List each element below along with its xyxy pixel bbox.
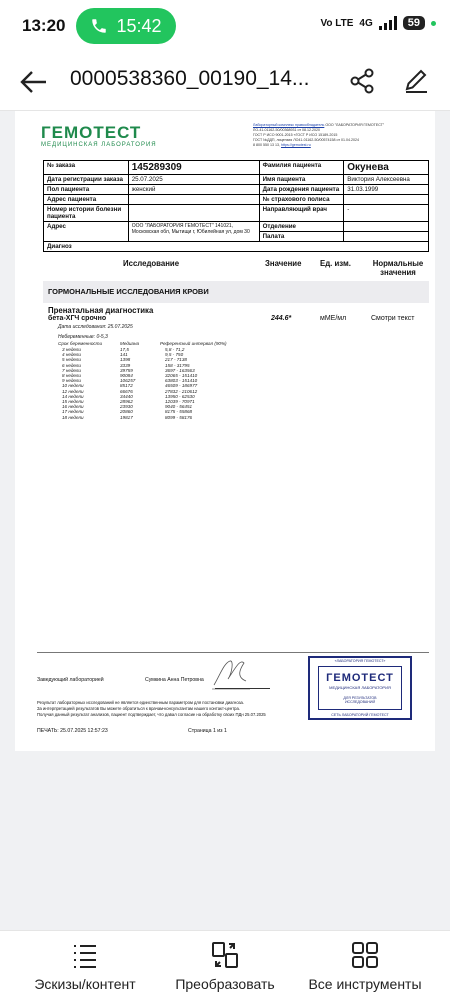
lab-license-2: ГОСТ №ДДП, лицензия ЛО41-01162-50/00574158 от 01.04.2024: [253, 138, 360, 142]
weeks-header-ref: Референсный интервал (90%): [160, 341, 227, 346]
week-term: 9 недели: [62, 378, 81, 384]
week-term: 12 недели: [62, 388, 84, 394]
week-term: 7 недели: [62, 367, 81, 373]
all-tools-button[interactable]: [290, 931, 440, 1001]
week-median: 17,5: [120, 347, 129, 352]
week-median: 1398: [120, 357, 131, 363]
patient-surname: Окунева: [344, 161, 429, 175]
week-range: 158 - 31795: [165, 362, 190, 368]
week-range: 13950 - 62530: [165, 393, 195, 399]
battery-level: 59: [403, 16, 425, 30]
patient-address-label: Адрес пациента: [44, 195, 129, 205]
lab-logo: [41, 123, 157, 148]
thumbnails-label: Эскизы/контент: [34, 976, 136, 992]
week-term: 17 недели: [62, 409, 84, 415]
col-normal: Нормальные значения: [372, 259, 424, 277]
policy-label: № страхового полиса: [259, 195, 344, 205]
study-date: Дата исследования: 25.07.2025: [58, 324, 133, 330]
week-range: 8175 - 55868: [165, 409, 193, 415]
weeks-header-term: Срок беременности: [58, 341, 103, 346]
week-median: 3339: [120, 362, 131, 368]
call-duration: 15:42: [116, 15, 162, 36]
dob-value: 31.03.1999: [344, 185, 429, 195]
stamp-name: ГЕМОТЕСТ: [326, 672, 394, 684]
week-range: 32065 - 151410: [165, 373, 198, 378]
dob-label: Дата рождения пациента: [259, 185, 344, 195]
lab-phone: 8 800 550 13 13,: [253, 143, 280, 147]
lab-address: ООО "ЛАБОРАТОРИЯ ГЕМОТЕСТ" 141021, Московская обл, Мытищи г, Юбилейная ул, дом 30: [128, 222, 259, 242]
convert-button[interactable]: [150, 931, 300, 1001]
disclaimer-2: За интерпретацией результатов Вы можете обратиться к врачам-консультантам нашего контакт-центра.: [37, 706, 240, 711]
result-normal: Смотри текст: [371, 315, 415, 322]
week-median: 66676: [120, 388, 133, 394]
patient-name: Виктория Алексеевна: [344, 175, 429, 185]
week-range: 46509 - 186977: [165, 383, 198, 389]
week-range: 9,5 - 750: [165, 352, 184, 358]
nonpregnant-range: Небеременные: 0-5,3: [58, 334, 108, 340]
week-range: 5,8 - 71,2: [165, 347, 185, 352]
convert-label: Преобразовать: [175, 976, 275, 992]
patient-name-label: Имя пациента: [259, 175, 344, 185]
pdf-page[interactable]: [15, 111, 435, 751]
lab-info: [253, 123, 428, 148]
stamp-bottom-text: СЕТЬ ЛАБОРАТОРИЙ ГЕМОТЕСТ: [331, 713, 389, 717]
document-title: 0000538360_00190_14...: [70, 67, 310, 90]
reg-date: 25.07.2025: [128, 175, 259, 185]
week-term: 3 недели: [62, 347, 81, 352]
weeks-header-median: Медиана: [120, 341, 140, 346]
volte-indicator: Vo LTE: [320, 17, 354, 29]
doctor-label: Направляющий врач: [259, 205, 344, 222]
week-range: 217 - 7138: [165, 357, 187, 363]
ongoing-call-pill[interactable]: [76, 8, 176, 44]
week-median: 23930: [120, 404, 133, 410]
week-range: 63803 - 151410: [165, 378, 198, 384]
share-icon[interactable]: [348, 67, 376, 95]
lab-site-link[interactable]: https://gemotest.ru: [280, 143, 311, 147]
status-bar: [0, 0, 450, 52]
result-value: 244.6*: [271, 315, 292, 322]
app-bar: [0, 52, 450, 111]
week-median: 28962: [120, 399, 133, 404]
week-median: 85172: [120, 383, 133, 389]
head-label: Заведующий лабораторией: [37, 677, 104, 683]
history-label: Номер истории болезни пациента: [44, 205, 129, 222]
stamp-results: [310, 696, 410, 704]
lab-license: ЛО-41-01162-50/00368931 от 08.12.2020: [253, 128, 321, 132]
week-range: 8099 - 58176: [165, 414, 193, 420]
stamp-subtitle: МЕДИЦИНСКАЯ ЛАБОРАТОРИЯ: [329, 685, 391, 690]
week-term: 15 недели: [62, 399, 84, 404]
week-term: 18 недели: [62, 414, 84, 420]
ward-label: Палата: [259, 232, 344, 242]
col-unit: Ед. изм.: [320, 259, 351, 268]
lab-gost: ГОСТ Р ИСО 9001-2015 «ГОСТ Р ИСО 15189-2015: [253, 133, 338, 137]
disclaimer-1: Результат лабораторных исследований не является единственным параметром для постановки диагноза.: [37, 700, 245, 705]
week-range: 27832 - 210612: [165, 388, 198, 394]
convert-icon: [211, 941, 239, 969]
order-number: 145289309: [128, 161, 259, 175]
grid-icon: [351, 941, 379, 969]
system-icons: [320, 16, 436, 30]
sex-label: Пол пациента: [44, 185, 129, 195]
week-median: 141: [120, 352, 128, 358]
edit-pencil-icon[interactable]: [402, 66, 430, 94]
lab-link[interactable]: Лабораторный комплекс правообладатель: [253, 123, 325, 127]
network-type: 4G: [359, 17, 373, 29]
stamp-top-text: «ЛАБОРАТОРИЯ ГЕМОТЕСТ»: [334, 659, 386, 663]
lab-stamp: [308, 656, 412, 720]
week-term: 16 недели: [62, 404, 84, 410]
signal-icon: [379, 16, 397, 30]
week-term: 10 недели: [62, 383, 84, 389]
list-icon: [71, 941, 99, 969]
department-label: Отделение: [259, 222, 344, 232]
policy-value: [344, 195, 429, 205]
week-term: 4 недели: [62, 352, 81, 358]
signature-line: [215, 688, 270, 689]
week-range: 12039 - 70971: [165, 399, 195, 404]
week-median: 90084: [120, 373, 133, 378]
doctor-value: -: [344, 205, 429, 222]
col-study: Исследование: [123, 259, 180, 268]
page-number: Страница 1 из 1: [188, 728, 227, 734]
week-median: 20860: [120, 409, 133, 415]
week-range: 3697 - 163563: [165, 367, 195, 373]
week-term: 6 недели: [62, 362, 81, 368]
patient-surname-label: Фамилия пациента: [259, 161, 344, 175]
week-median: 34440: [120, 393, 133, 399]
logo-name: ГЕМОТЕСТ: [41, 123, 142, 142]
thumbnails-button[interactable]: [10, 931, 160, 1001]
week-term: 14 недели: [62, 393, 84, 399]
lab-owner: ООО "ЛАБОРАТОРИЯ ГЕМОТЕСТ": [325, 123, 385, 127]
week-term: 8 недели: [62, 373, 81, 378]
disclaimer-3: Получая данный результат анализов, пациент подтверждает, что давал согласие на обработку своих ПДн 25.07.2025: [37, 712, 266, 717]
col-value: Значение: [265, 259, 302, 268]
stamp-results-1: ДЛЯ РЕЗУЛЬТАТОВ: [343, 696, 377, 700]
order-label: № заказа: [44, 161, 129, 175]
week-median: 106257: [120, 378, 136, 384]
bottom-toolbar: [0, 930, 450, 1001]
week-range: 9040 - 56451: [165, 404, 193, 410]
stamp-results-2: ИССЛЕДОВАНИЙ: [344, 700, 376, 704]
ward-value: [344, 232, 429, 242]
privacy-dot: [431, 21, 436, 26]
lab-address-label: Адрес: [44, 222, 129, 242]
patient-info-table: [43, 160, 429, 252]
week-median: 39759: [120, 367, 133, 373]
history-value: [128, 205, 259, 222]
department-value: [344, 222, 429, 232]
logo-subtitle: МЕДИЦИНСКАЯ ЛАБОРАТОРИЯ: [41, 142, 157, 148]
back-arrow-icon[interactable]: [18, 66, 50, 98]
status-time: 13:20: [22, 16, 66, 35]
subsection-title: Пренатальная диагностика: [48, 306, 154, 315]
diagnosis-label: Диагноз: [44, 242, 429, 252]
head-name: Сумкина Анна Петровна: [145, 677, 204, 683]
patient-address-value: [128, 195, 259, 205]
result-unit: мМЕ/мл: [320, 315, 347, 322]
signature-image: [210, 655, 250, 691]
week-term: 5 недели: [62, 357, 81, 363]
print-timestamp: ПЕЧАТЬ: 25.07.2025 12:57:23: [37, 728, 108, 734]
phone-icon: [90, 17, 108, 35]
reg-date-label: Дата регистрации заказа: [44, 175, 129, 185]
result-name: бета-ХГЧ срочно: [48, 315, 107, 322]
sex-value: женский: [128, 185, 259, 195]
week-median: 19817: [120, 414, 133, 420]
footer-divider: [37, 652, 429, 653]
section-title: ГОРМОНАЛЬНЫЕ ИССЛЕДОВАНИЯ КРОВИ: [43, 281, 429, 303]
all-tools-label: Все инструменты: [308, 976, 422, 992]
